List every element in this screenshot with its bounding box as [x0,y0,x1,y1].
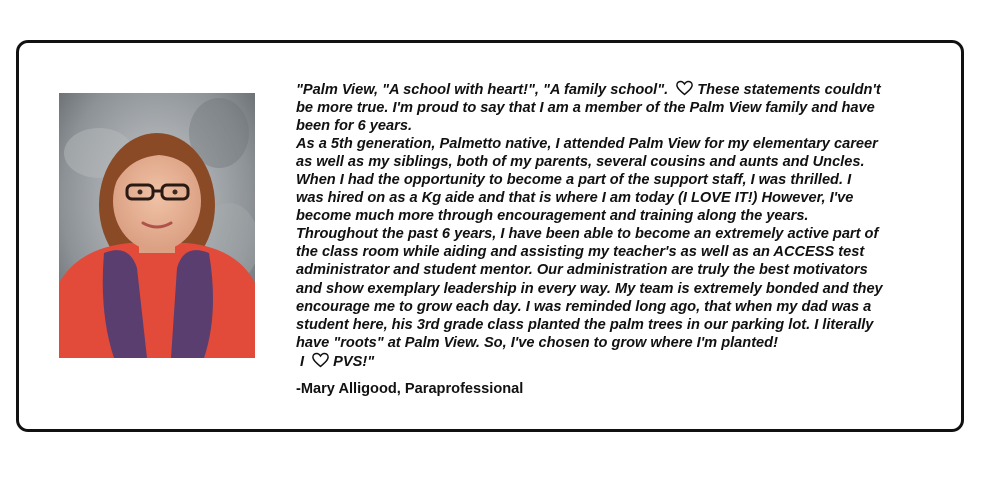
quote-line-1: "Palm View, "A school with heart!", "A family school". These statements couldn't [296,82,881,98]
quote-line: Throughout the past 6 years, I have been able to become an extremely active part of [296,226,879,243]
quote-line: have "roots" at Palm View. So, I've chosen to grow where I'm planted! [296,334,778,351]
quote-line: When I had the opportunity to become a part of the support staff, I was thrilled. I [296,172,852,189]
quote-line: become much more through encouragement and training along the years. [296,208,809,225]
signature: -Mary Alligood, Paraprofessional [296,381,524,397]
quote-line: been for 6 years. [296,118,412,135]
quote-line: was hired on as a Kg aide and that is where I am today (I LOVE IT!) However, I've [296,190,854,207]
testimonial-quote [296,80,951,371]
quote-line: be more true. I'm proud to say that I am a member of the Palm View family and have [296,100,875,117]
heart-outline-icon [311,352,330,368]
quote-line: and show exemplary leadership in every way. My team is extremely bonded and they [296,280,883,297]
quote-line-last: I PVS!" [296,353,375,370]
quote-line: encourage me to grow each day. I was reminded long ago, that when my dad was a [296,298,872,315]
quote-line: as well as my siblings, both of my parents, several cousins and aunts and Uncles. [296,154,865,171]
quote-line: As a 5th generation, Palmetto native, I attended Palm View for my elementary career [296,136,878,153]
quote-line: student here, his 3rd grade class planted the palm trees in our parking lot. I literally [296,316,874,333]
staff-portrait-photo [59,93,255,358]
quote-line: the class room while aiding and assisting my teacher's as well as an ACCESS test [296,244,865,261]
heart-outline-icon [675,80,694,96]
quote-line: administrator and student mentor. Our administration are truly the best motivators [296,262,868,279]
